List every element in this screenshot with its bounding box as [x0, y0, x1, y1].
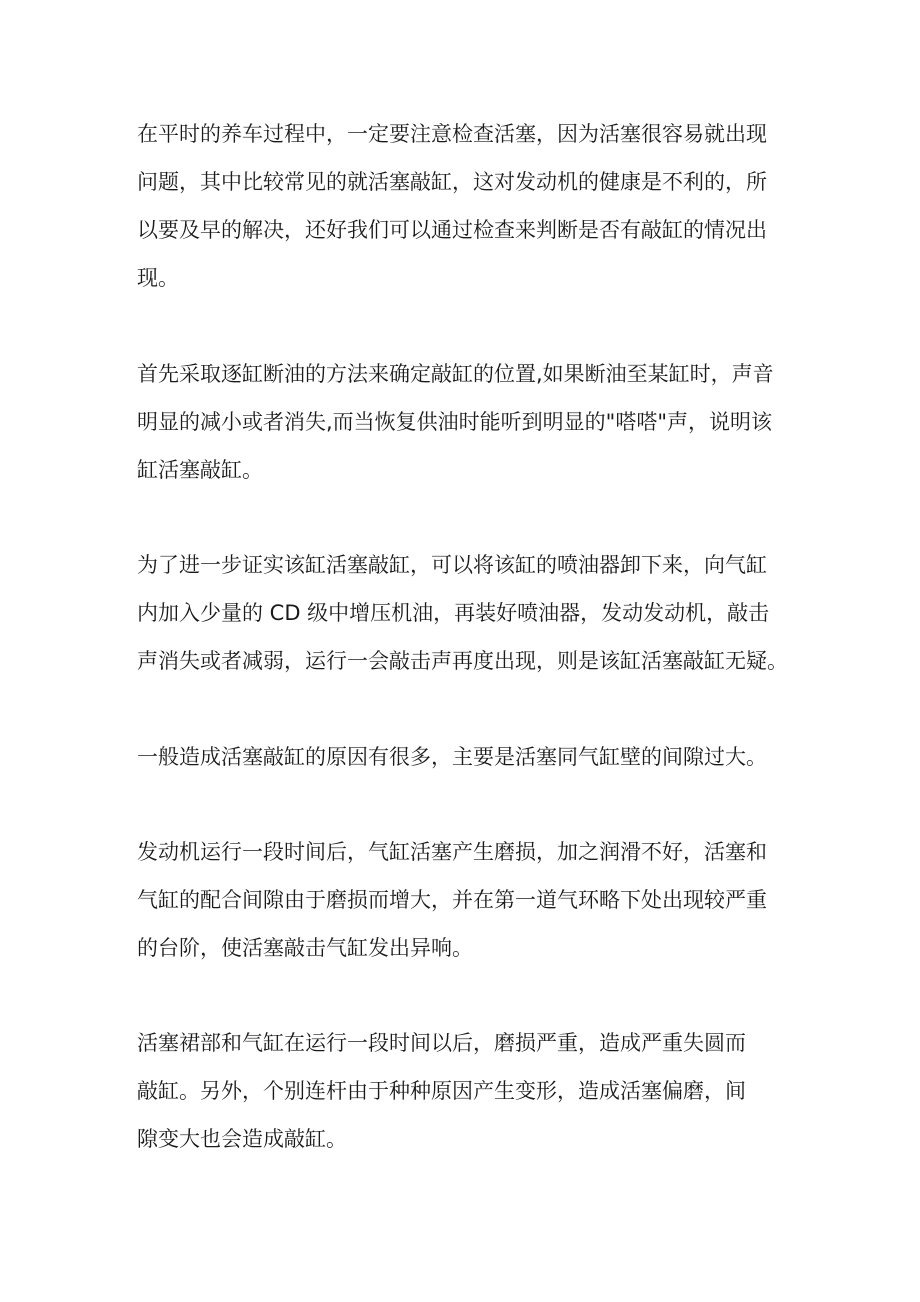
text-line: 隙变大也会造成敲缸。 — [137, 1127, 347, 1151]
paragraph-wear — [137, 828, 797, 972]
text-line: 一般造成活塞敲缸的原因有很多，主要是活塞同气缸壁的间隙过大。 — [137, 745, 767, 769]
text-line: 缸活塞敲缸。 — [137, 458, 263, 482]
paragraph-intro — [137, 110, 797, 302]
text-line: 在平时的养车过程中，一定要注意检查活塞，因为活塞很容易就出现 — [137, 122, 767, 146]
text-line: 以要及早的解决，还好我们可以通过检查来判断是否有敲缸的情况出 — [137, 218, 767, 242]
paragraph-causes — [137, 733, 797, 781]
text-line: 内加入少量的 CD 级中增压机油，再装好喷油器，发动发动机，敲击 — [137, 601, 770, 625]
text-line: 首先采取逐缸断油的方法来确定敲缸的位置,如果断油至某缸时，声音 — [137, 362, 774, 386]
text-line: 气缸的配合间隙由于磨损而增大，并在第一道气环略下处出现较严重 — [137, 888, 767, 912]
text-line: 现。 — [137, 266, 179, 290]
paragraph-skirt-wear — [137, 1019, 797, 1163]
paragraph-oil-test — [137, 541, 797, 685]
text-line: 发动机运行一段时间后，气缸活塞产生磨损，加之润滑不好，活塞和 — [137, 840, 767, 864]
text-line: 问题，其中比较常见的就活塞敲缸，这对发动机的健康是不利的，所 — [137, 170, 767, 194]
text-line: 活塞裙部和气缸在运行一段时间以后，磨损严重，造成严重失圆而 — [137, 1031, 746, 1055]
paragraph-cylinder-cutoff — [137, 350, 797, 494]
text-line: 为了进一步证实该缸活塞敲缸，可以将该缸的喷油器卸下来，向气缸 — [137, 553, 767, 577]
text-line: 声消失或者减弱，运行一会敲击声再度出现，则是该缸活塞敲缸无疑。 — [137, 649, 788, 673]
text-line: 敲缸。另外，个别连杆由于种种原因产生变形，造成活塞偏磨，间 — [137, 1079, 746, 1103]
text-line: 明显的减小或者消失,而当恢复供油时能听到明显的"嗒嗒"声，说明该 — [137, 410, 772, 434]
text-line: 的台阶，使活塞敲击气缸发出异响。 — [137, 936, 473, 960]
